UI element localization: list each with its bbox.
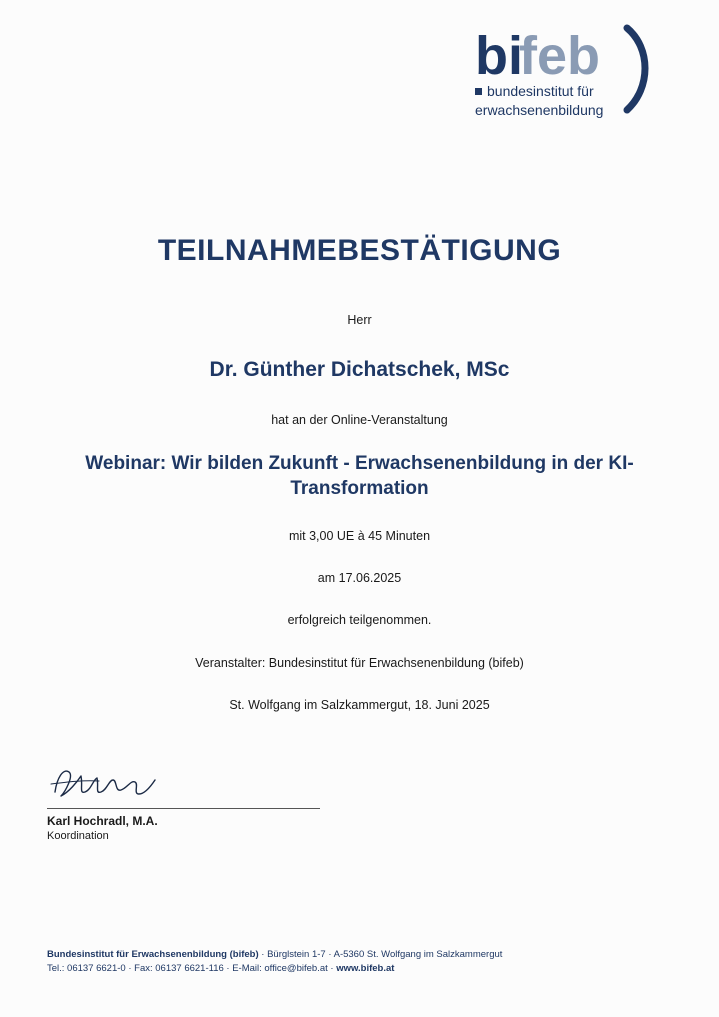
- signature-block: [47, 762, 347, 842]
- page-footer: [47, 948, 667, 977]
- bifeb-logo-icon: [475, 22, 675, 127]
- handwritten-signature-icon: [47, 762, 167, 808]
- certificate-body: [60, 312, 659, 713]
- footer-address: · Bürglstein 1-7 · A-5360 St. Wolfgang im Salzkammergut: [258, 948, 503, 960]
- footer-contact: Tel.: 06137 6621-0 · Fax: 06137 6621-116 · E-Mail: office@bifeb.at ·: [47, 963, 337, 975]
- signature-line: [47, 808, 320, 809]
- recipient-name: Dr. Günther Dichatschek, MSc: [209, 358, 510, 382]
- footer-website: www.bifeb.at: [336, 963, 395, 975]
- event-title: Webinar: Wir bilden Zukunft - Erwachsenenbildung in der KI-Transformation: [85, 452, 634, 500]
- logo-brand-part1: bi: [475, 26, 523, 86]
- signatory-name: Karl Hochradl, M.A.: [47, 814, 158, 828]
- footer-institute-name: Bundesinstitut für Erwachsenenbildung (bifeb): [47, 948, 259, 960]
- bifeb-logo: [475, 22, 675, 127]
- place-and-date: St. Wolfgang im Salzkammergut, 18. Juni 2025: [229, 697, 490, 712]
- page-title: TEILNAHMEBESTÄTIGUNG: [157, 234, 562, 267]
- logo-subtitle-line1: bundesinstitut für: [487, 83, 594, 99]
- footer-line-2: [47, 962, 667, 977]
- logo-bracket-icon: [627, 28, 645, 110]
- completion-text: erfolgreich teilgenommen.: [287, 613, 432, 628]
- signature-mark: [47, 762, 347, 808]
- logo-brand-part2: feb: [519, 26, 600, 86]
- intro-text: hat an der Online-Veranstaltung: [271, 413, 448, 428]
- event-date: am 17.06.2025: [317, 571, 402, 586]
- logo-subtitle-line2: erwachsenenbildung: [475, 102, 604, 118]
- organizer-text: Veranstalter: Bundesinstitut für Erwachsenenbildung (bifeb): [195, 655, 524, 670]
- salutation-text: Herr: [347, 313, 372, 327]
- duration-text: mit 3,00 UE à 45 Minuten: [288, 528, 431, 543]
- logo-square-icon: [475, 88, 482, 95]
- signatory-role: Koordination: [47, 830, 109, 842]
- footer-line-1: [47, 948, 667, 963]
